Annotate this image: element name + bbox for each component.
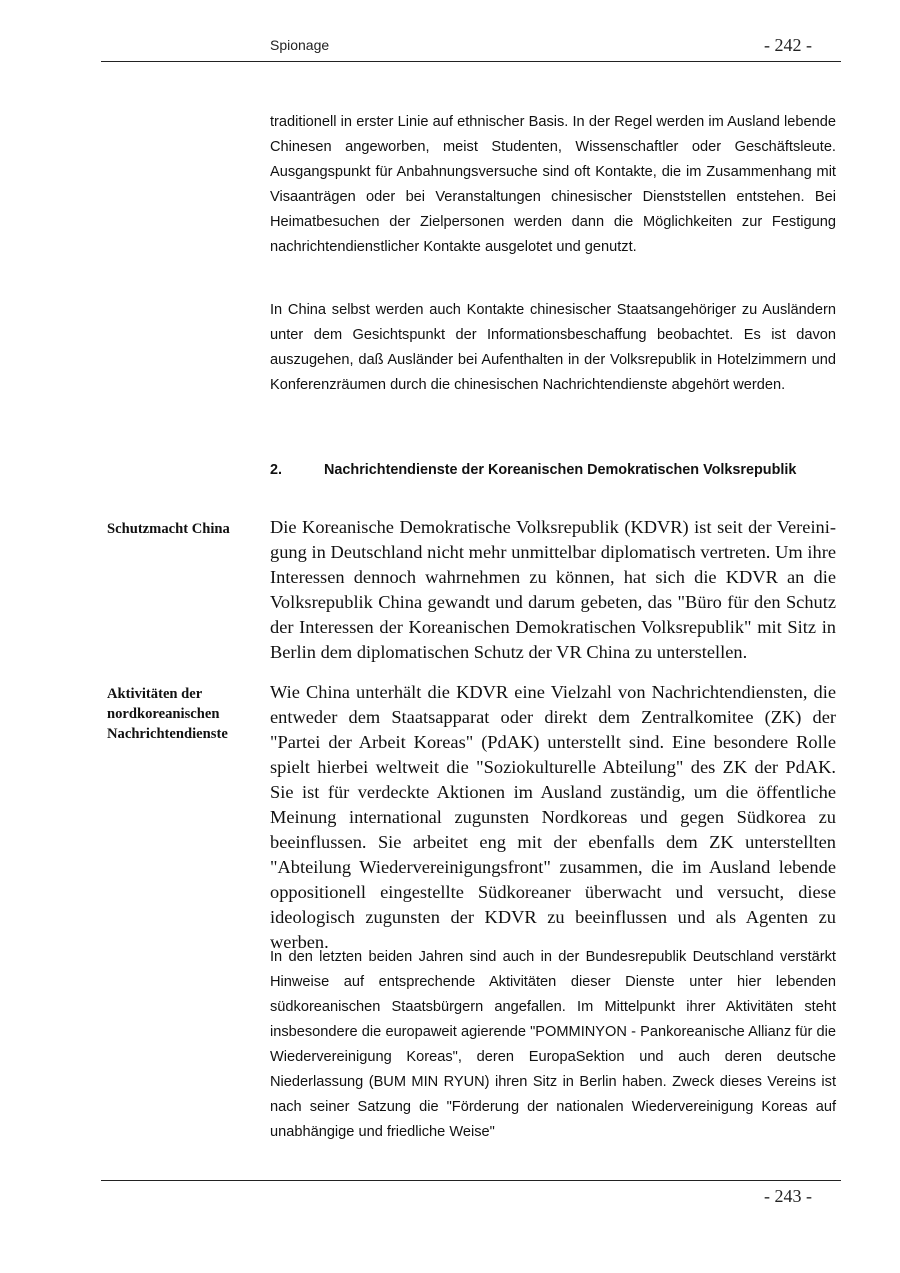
side-note-line: Nachrichtendienste [107, 726, 228, 742]
running-header-title: Spionage [270, 37, 330, 53]
section-heading [270, 462, 840, 478]
header-rule [101, 61, 841, 62]
side-note-aktivitaeten [107, 684, 257, 744]
paragraph-1: traditionell in erster Linie auf ethnischer Basis. In der Regel werden im Ausland lebende Chinesen angeworben, meist Studenten, Wissenschaftler oder Geschäftsleute. Ausgangspunkt für Anbahnungsversuche sind oft Kontakte, die im Zusammenhang mit Visaanträgen oder bei Veranstaltungen chinesischer Dienststellen entstehen. Bei Heimatbesuchen der Zielpersonen werden dann die Möglichkeiten zur Festigung nachrichtendienstlicher Kontakte ausgelotet und genutzt. [270, 114, 836, 255]
paragraph-4: Wie China unterhält die KDVR eine Vielzahl von Nachrichtendiensten, die entweder dem Staatsapparat oder direkt dem Zentralkomitee (ZK) der "Partei der Arbeit Koreas" (PdAK) unterstellt sind. Eine besondere Rolle spielt hierbei weltweit die "Soziokulturelle Abteilung" des ZK der PdAK. Sie ist für verdeckte Aktionen im Ausland zuständig, um die öffentliche Meinung international zugunsten Nordkoreas und gegen Südkorea zu beeinflussen. Sie arbeitet eng mit der ebenfalls dem ZK unterstellten "Abteilung Wiedervereinigungsfront" zusammen, die im Ausland lebende oppositionell eingestellte Südkoreaner überwacht und versucht, diese ideologisch zugunsten der KDVR zu beeinflussen und als Agenten zu werben. [270, 682, 836, 952]
footer-page-number: - 243 - [764, 1186, 812, 1206]
paragraph-3: Die Koreanische Demokratische Volksrepublik (KDVR) ist seit der Vereinigung in Deutschland nicht mehr unmittelbar diplomatisch vertreten. Um ihre Interessen dennoch wahrnehmen zu können, hat sich die KDVR an die Volksrepublik China gewandt und darum gebeten, das "Büro für den Schutz der Interessen der Koreanischen Demokratischen Volksrepublik" mit Sitz in Berlin dem diplomatischen Schutz der VR China zu unterstellen. [270, 517, 836, 662]
section-number: 2. [270, 462, 283, 478]
side-note-line: nordkoreanischen [107, 706, 220, 722]
footer-rule [101, 1180, 841, 1181]
section-title: Nachrichtendienste der Koreanischen Demokratischen Volksrepublik [324, 462, 797, 478]
side-note-schutzmacht: Schutzmacht China [107, 521, 230, 537]
paragraph-5: In den letzten beiden Jahren sind auch in der Bundesrepublik Deutschland verstärkt Hinweise auf entsprechende Aktivitäten dieser Dienste unter hier lebenden südkoreanischen Staatsbürgern angefallen. Im Mittelpunkt ihrer Aktivitäten steht insbesondere die europaweit agierende "POMMINYON - Pankoreanische Allianz für die Wiedervereinigung Koreas", deren EuropaSektion und auch deren deutsche Niederlassung (BUM MIN RYUN) ihren Sitz in Berlin haben. Zweck dieses Vereins ist nach seiner Satzung die "Förderung der nationalen Wiedervereinigung Koreas auf unabhängige und friedliche Weise" [270, 949, 836, 1140]
header-page-number: - 242 - [764, 35, 812, 55]
paragraph-2: In China selbst werden auch Kontakte chinesischer Staatsangehöriger zu Ausländern unter dem Gesichtspunkt der Informationsbeschaffung beobachtet. Es ist davon auszugehen, daß Ausländer bei Aufenthalten in der Volksrepublik in Hotelzimmern und Konferenzräumen durch die chinesischen Nachrichtendienste abgehört werden. [270, 302, 836, 393]
side-note-line: Aktivitäten der [107, 686, 203, 702]
